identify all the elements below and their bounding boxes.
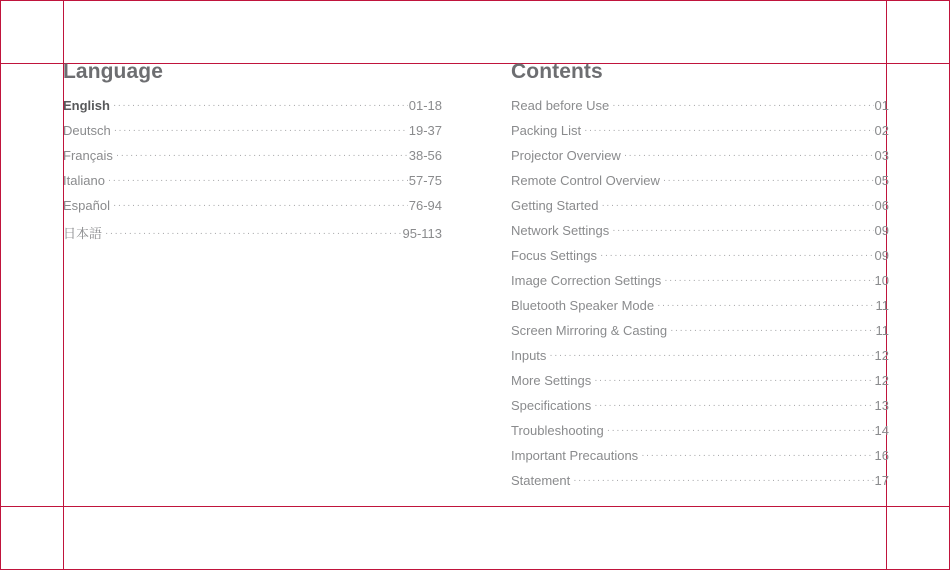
contents-label: Read before Use	[511, 98, 610, 113]
dot-leader	[663, 175, 874, 186]
page-number: 09	[874, 223, 889, 238]
page-range: 19-37	[408, 123, 442, 138]
page-number: 10	[874, 273, 889, 288]
contents-item[interactable]	[511, 298, 889, 323]
contents-item[interactable]	[511, 198, 889, 223]
contents-label: Getting Started	[511, 198, 599, 213]
dot-leader	[657, 300, 874, 311]
contents-item[interactable]	[511, 473, 889, 498]
language-list	[63, 98, 442, 248]
contents-label: Inputs	[511, 348, 547, 363]
contents-label: Specifications	[511, 398, 592, 413]
language-heading: Language	[63, 60, 163, 83]
contents-item[interactable]	[511, 248, 889, 273]
dot-leader	[594, 375, 873, 386]
dot-leader	[612, 225, 873, 236]
page-number: 09	[874, 248, 889, 263]
language-item-english[interactable]	[63, 98, 442, 123]
page-number: 17	[874, 473, 889, 488]
contents-item[interactable]	[511, 448, 889, 473]
dot-leader	[594, 400, 873, 411]
contents-item[interactable]	[511, 173, 889, 198]
contents-label: Remote Control Overview	[511, 173, 660, 188]
dot-leader	[624, 150, 874, 161]
contents-label: Image Correction Settings	[511, 273, 662, 288]
contents-label: More Settings	[511, 373, 592, 388]
contents-item[interactable]	[511, 123, 889, 148]
dot-leader	[549, 350, 873, 361]
page-range: 95-113	[402, 226, 442, 241]
page-number: 16	[874, 448, 889, 463]
page-number: 13	[874, 398, 889, 413]
contents-item[interactable]	[511, 273, 889, 298]
page-number: 12	[874, 373, 889, 388]
contents-item[interactable]	[511, 148, 889, 173]
dot-leader	[664, 275, 873, 286]
contents-list	[511, 98, 889, 498]
dot-leader	[113, 100, 408, 111]
contents-item[interactable]	[511, 98, 889, 123]
dot-leader	[113, 200, 408, 211]
page-number: 11	[875, 323, 889, 338]
dot-leader	[601, 200, 873, 211]
contents-item[interactable]	[511, 348, 889, 373]
language-label: Français	[63, 148, 113, 163]
language-label: 日本語	[63, 226, 103, 241]
contents-label: Troubleshooting	[511, 423, 604, 438]
dot-leader	[105, 228, 401, 239]
language-label: Italiano	[63, 173, 105, 188]
contents-heading: Contents	[511, 60, 603, 83]
language-item-francais[interactable]	[63, 148, 442, 173]
contents-item[interactable]	[511, 223, 889, 248]
page-number: 14	[874, 423, 889, 438]
contents-label: Packing List	[511, 123, 582, 138]
dot-leader	[612, 100, 873, 111]
page-range: 57-75	[408, 173, 442, 188]
dot-leader	[108, 175, 408, 186]
dot-leader	[584, 125, 873, 136]
contents-section	[511, 58, 889, 488]
language-label: Deutsch	[63, 123, 111, 138]
dot-leader	[116, 150, 408, 161]
page-border-top	[0, 0, 950, 1]
language-label: Español	[63, 198, 110, 213]
contents-label: Statement	[511, 473, 571, 488]
page-range: 76-94	[408, 198, 442, 213]
page-range: 01-18	[408, 98, 442, 113]
dot-leader	[670, 325, 874, 336]
page-number: 11	[875, 298, 889, 313]
language-label: English	[63, 98, 110, 113]
page-number: 12	[874, 348, 889, 363]
page-range: 38-56	[408, 148, 442, 163]
contents-label: Projector Overview	[511, 148, 621, 163]
dot-leader	[573, 475, 873, 486]
dot-leader	[607, 425, 874, 436]
language-item-italiano[interactable]	[63, 173, 442, 198]
contents-item[interactable]	[511, 398, 889, 423]
language-item-deutsch[interactable]	[63, 123, 442, 148]
trim-guide-bottom	[0, 506, 950, 507]
language-item-espanol[interactable]	[63, 198, 442, 223]
dot-leader	[641, 450, 873, 461]
page-number: 03	[874, 148, 889, 163]
page-number: 06	[874, 198, 889, 213]
page-number: 05	[874, 173, 889, 188]
language-section	[63, 58, 442, 241]
page-number: 02	[874, 123, 889, 138]
dot-leader	[114, 125, 408, 136]
contents-label: Network Settings	[511, 223, 610, 238]
contents-label: Focus Settings	[511, 248, 597, 263]
page-border-left	[0, 0, 1, 570]
contents-label: Bluetooth Speaker Mode	[511, 298, 655, 313]
contents-label: Screen Mirroring & Casting	[511, 323, 668, 338]
page-number: 01	[874, 98, 889, 113]
contents-item[interactable]	[511, 323, 889, 348]
contents-label: Important Precautions	[511, 448, 639, 463]
dot-leader	[600, 250, 874, 261]
language-item-japanese[interactable]	[63, 223, 442, 248]
contents-item[interactable]	[511, 373, 889, 398]
contents-item[interactable]	[511, 423, 889, 448]
